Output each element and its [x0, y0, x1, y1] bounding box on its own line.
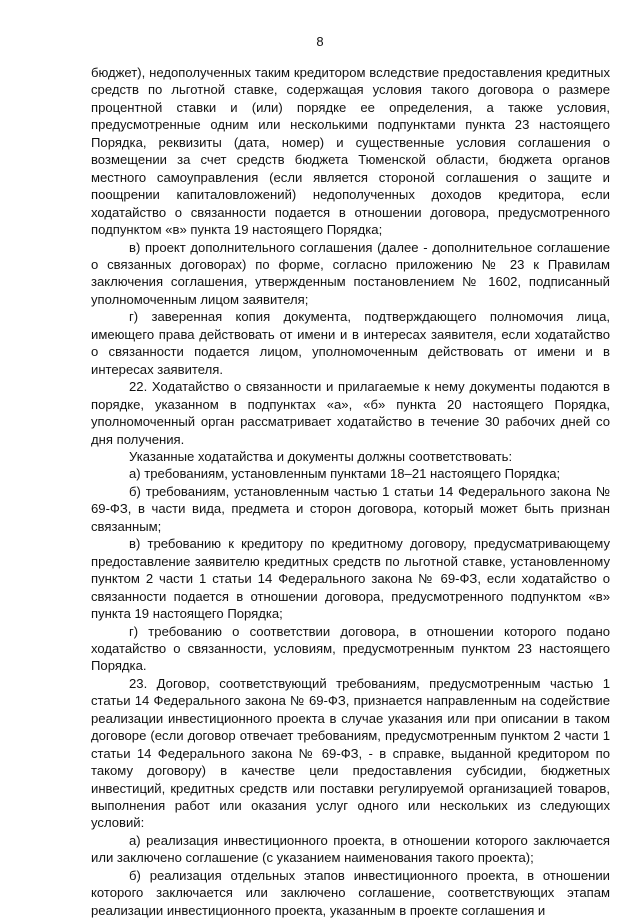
paragraph-23-b: б) реализация отдельных этапов инвестиционного проекта, в отношении которого заключается или заключено соглашение, соответствующих этапам реализации инвестиционного проекта, указанным в проекте соглашения и [91, 867, 610, 918]
document-body [91, 64, 610, 919]
paragraph-budget-continuation: бюджет), недополученных таким кредитором вследствие предоставления кредитных средств по льготной ставке, содержащая условия такого договора о размере процентной ставки и (или) порядке ее определения, а также условия, предусмотренные одним или несколькими подпунктами пункта 23 настоящего Порядка, реквизиты (дата, номер) и существенные условия соглашения о возмещении за счет средств бюджета Тюменской области, бюджета органов местного самоуправления (если является стороной соглашения о защите и поощрении капиталовложений) недополученных доходов кредитора, если ходатайство о связанности подается в отношении договора, предусмотренного подпунктом «в» пункта 19 настоящего Порядка; [91, 65, 610, 238]
paragraph-22-b: б) требованиям, установленным частью 1 статьи 14 Федерального закона № 69-ФЗ, в части вида, предмета и сторон договора, который может быть признан связанным; [91, 483, 610, 534]
paragraph-22: 22. Ходатайство о связанности и прилагаемые к нему документы подаются в порядке, указанном в подпунктах «а», «б» пункта 20 настоящего Порядка, уполномоченный орган рассматривает ходатайство в течение 30 рабочих дней со дня получения. [91, 379, 610, 447]
paragraph-22-v: в) требованию к кредитору по кредитному договору, предусматривающему предоставление заявителю кредитных средств по льготной ставке, установленному пунктом 2 части 1 статьи 14 Федерального закона № 69-ФЗ, если ходатайство о связанности подается в отношении договора, предусмотренного подпунктом «в» пункта 19 настоящего Порядка; [91, 536, 610, 622]
page-number: 8 [316, 34, 324, 49]
paragraph-21-v: в) проект дополнительного соглашения (далее - дополнительное соглашение о связанных договорах) по форме, согласно приложению № 23 к Правилам заключения соглашения, утвержденным постановлением № 1602, подписанный уполномоченным лицом заявителя; [91, 239, 610, 307]
paragraph-22-requirements-intro: Указанные ходатайства и документы должны соответствовать: [129, 448, 513, 464]
paragraph-22-g: г) требованию о соответствии договора, в отношении которого подано ходатайство о связанности, условиям, предусмотренным пунктом 23 настоящего Порядка. [91, 623, 610, 674]
paragraph-23-a: а) реализация инвестиционного проекта, в отношении которого заключается или заключено соглашение (с указанием наименования такого проекта); [91, 832, 610, 866]
paragraph-22-a: а) требованиям, установленным пунктами 18–21 настоящего Порядка; [129, 466, 561, 482]
paragraph-21-g: г) заверенная копия документа, подтверждающего полномочия лица, имеющего права действовать от имени и в интересах заявителя, если ходатайство о связанности подается лицом, уполномоченным действовать от имени и в интересах заявителя. [91, 309, 610, 377]
paragraph-23: 23. Договор, соответствующий требованиям, предусмотренным частью 1 статьи 14 Федерального закона № 69-ФЗ, признается направленным на содействие реализации инвестиционного проекта в случае указания или при описании в таком договоре (если договор отвечает требованиям, предусмотренным пунктом 2 части 1 статьи 14 Федерального закона № 69-ФЗ, - в справке, выданной кредитором по такому договору) в качестве цели предоставления субсидии, бюджетных инвестиций, кредитных средств или поставки регулируемой организацией товаров, выполнения работ или оказания услуг одного или нескольких из следующих условий: [91, 675, 610, 831]
